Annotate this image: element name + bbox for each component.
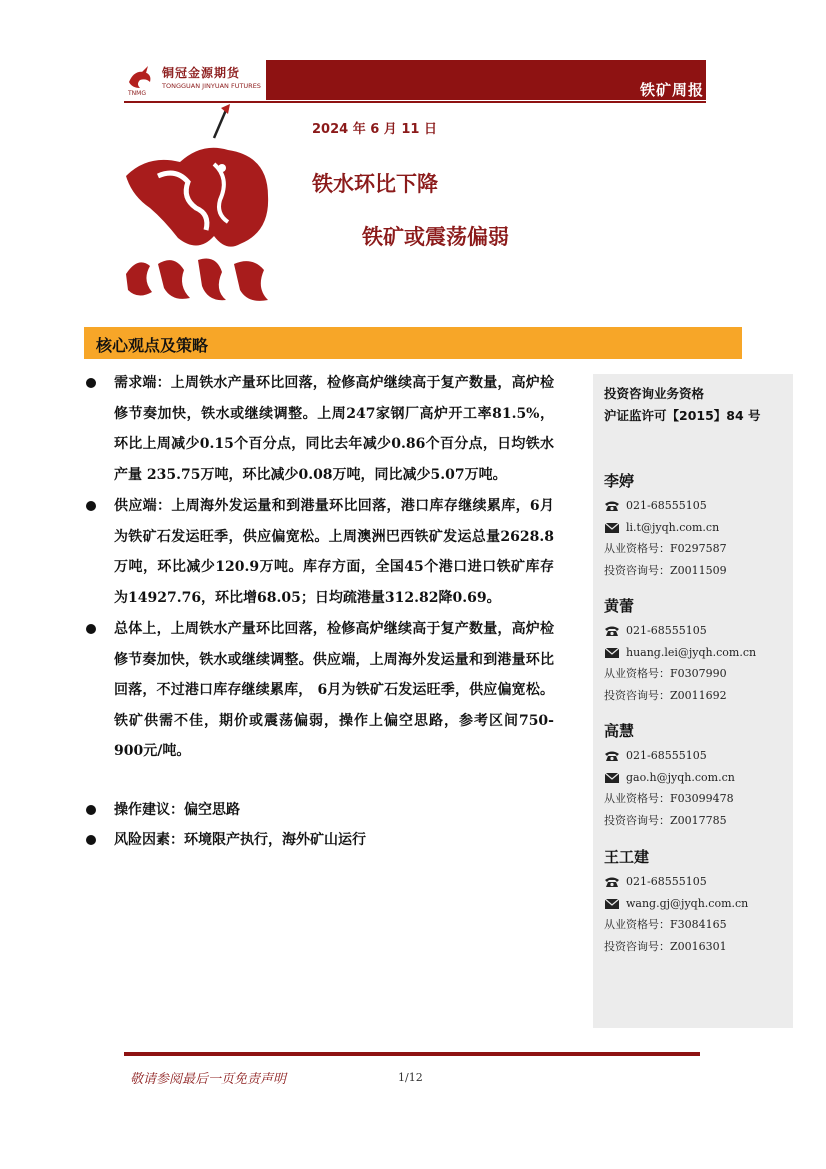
section-title: 核心观点及策略 — [96, 336, 209, 355]
bullet-summary — [84, 614, 554, 767]
cover-emblem — [118, 104, 288, 314]
company-logo — [124, 60, 264, 100]
phone-icon — [604, 750, 620, 762]
disclaimer-note: 敬请参阅最后一页免责声明 — [130, 1072, 287, 1087]
analyst-name: 黄蕾 — [604, 597, 635, 615]
bullet-text: 供应端：上周海外发运量和到港量环比回落，港口库存继续累库，6月为铁矿石发运旺季，供应偏宽松。上周澳洲巴西铁矿发运总量2628.8万吨，环比减少120.9万吨。库存方面，全国45个港口进口铁矿库存为14927.76，环比增68.05；日均疏港量312.82降0.69。 — [114, 498, 554, 606]
analyst-phone: 021-68555105 — [604, 495, 789, 517]
logo-name-en: TONGGUAN JINYUAN FUTURES — [162, 82, 261, 90]
email-icon — [604, 647, 620, 659]
analyst-card — [604, 846, 789, 957]
analyst-license: 从业资格号：F3084165 — [604, 918, 727, 931]
bullet-text: 需求端：上周铁水产量环比回落，检修高炉继续高于复产数量，高炉检修节奏加快，铁水或继续调整。上周247家钢厂高炉开工率81.5%，环比上周减少0.15个百分点，同比去年减少0.86个百分点，日均铁水产量 235.75万吨，环比减少0.08万吨，同比减少5.07万吨。 — [114, 375, 554, 483]
report-title-line2: 铁矿或震荡偏弱 — [362, 225, 509, 249]
analyst-advisory: 投资咨询号：Z0016301 — [604, 939, 727, 953]
logo-name-cn: 铜冠金源期货 — [162, 66, 241, 80]
header-bar — [266, 60, 706, 100]
analyst-name: 高慧 — [604, 722, 635, 740]
analyst-advisory: 投资咨询号：Z0017785 — [604, 813, 727, 827]
analyst-card — [604, 470, 789, 581]
analyst-email[interactable]: huang.lei@jyqh.com.cn — [604, 642, 789, 664]
email-icon — [604, 522, 620, 534]
bullet-suggestion — [84, 795, 554, 826]
analyst-name: 王工建 — [604, 848, 650, 866]
phone-icon — [604, 625, 620, 637]
bullet-risk — [84, 825, 554, 856]
analyst-advisory: 投资咨询号：Z0011692 — [604, 688, 727, 702]
page-number: 1/12 — [398, 1071, 423, 1084]
analyst-email[interactable]: gao.h@jyqh.com.cn — [604, 767, 789, 789]
bullet-text: 风险因素：环境限产执行，海外矿山运行 — [114, 832, 366, 848]
report-type: 铁矿周报 — [639, 81, 704, 99]
qualification-line2: 沪证监许可【2015】84 号 — [604, 408, 761, 423]
qualification-line1: 投资咨询业务资格 — [604, 386, 705, 401]
analyst-email[interactable]: li.t@jyqh.com.cn — [604, 517, 789, 539]
footer-divider — [124, 1052, 700, 1056]
key-points — [84, 368, 554, 856]
phone-icon — [604, 876, 620, 888]
bullet-supply — [84, 491, 554, 613]
report-title-line1: 铁水环比下降 — [312, 172, 438, 196]
analyst-phone: 021-68555105 — [604, 620, 789, 642]
analyst-card — [604, 595, 789, 706]
analyst-license: 从业资格号：F0297587 — [604, 542, 727, 555]
analyst-phone: 021-68555105 — [604, 745, 789, 767]
bullet-text: 总体上，上周铁水产量环比回落，检修高炉继续高于复产数量，高炉检修节奏加快，铁水或继续调整。供应端，上周海外发运量和到港量环比回落，不过港口库存继续累库， 6月为铁矿石发运旺季，供应偏宽松。铁矿供需不佳，期价或震荡偏弱，操作上偏空思路，参考区间750-900元/吨。 — [114, 621, 554, 759]
analyst-card — [604, 720, 789, 831]
bullet-icon — [86, 624, 96, 634]
bullet-icon — [86, 805, 96, 815]
bullet-demand — [84, 368, 554, 490]
analyst-phone: 021-68555105 — [604, 871, 789, 893]
report-date: 2024 年 6 月 11 日 — [312, 122, 437, 137]
analyst-advisory: 投资咨询号：Z0011509 — [604, 563, 727, 577]
bullet-icon — [86, 835, 96, 845]
section-header — [84, 327, 742, 359]
header-divider — [124, 101, 706, 103]
bullet-text: 操作建议：偏空思路 — [114, 801, 240, 818]
logo-mark-text: TNMG — [128, 90, 146, 97]
email-icon — [604, 898, 620, 910]
analyst-license: 从业资格号：F0307990 — [604, 667, 727, 680]
bullet-icon — [86, 501, 96, 511]
analyst-license: 从业资格号：F03099478 — [604, 792, 734, 805]
analyst-name: 李婷 — [604, 472, 635, 490]
analyst-email[interactable]: wang.gj@jyqh.com.cn — [604, 893, 789, 915]
email-icon — [604, 772, 620, 784]
phone-icon — [604, 500, 620, 512]
bullet-icon — [86, 378, 96, 388]
analyst-sidebar — [593, 374, 793, 1028]
